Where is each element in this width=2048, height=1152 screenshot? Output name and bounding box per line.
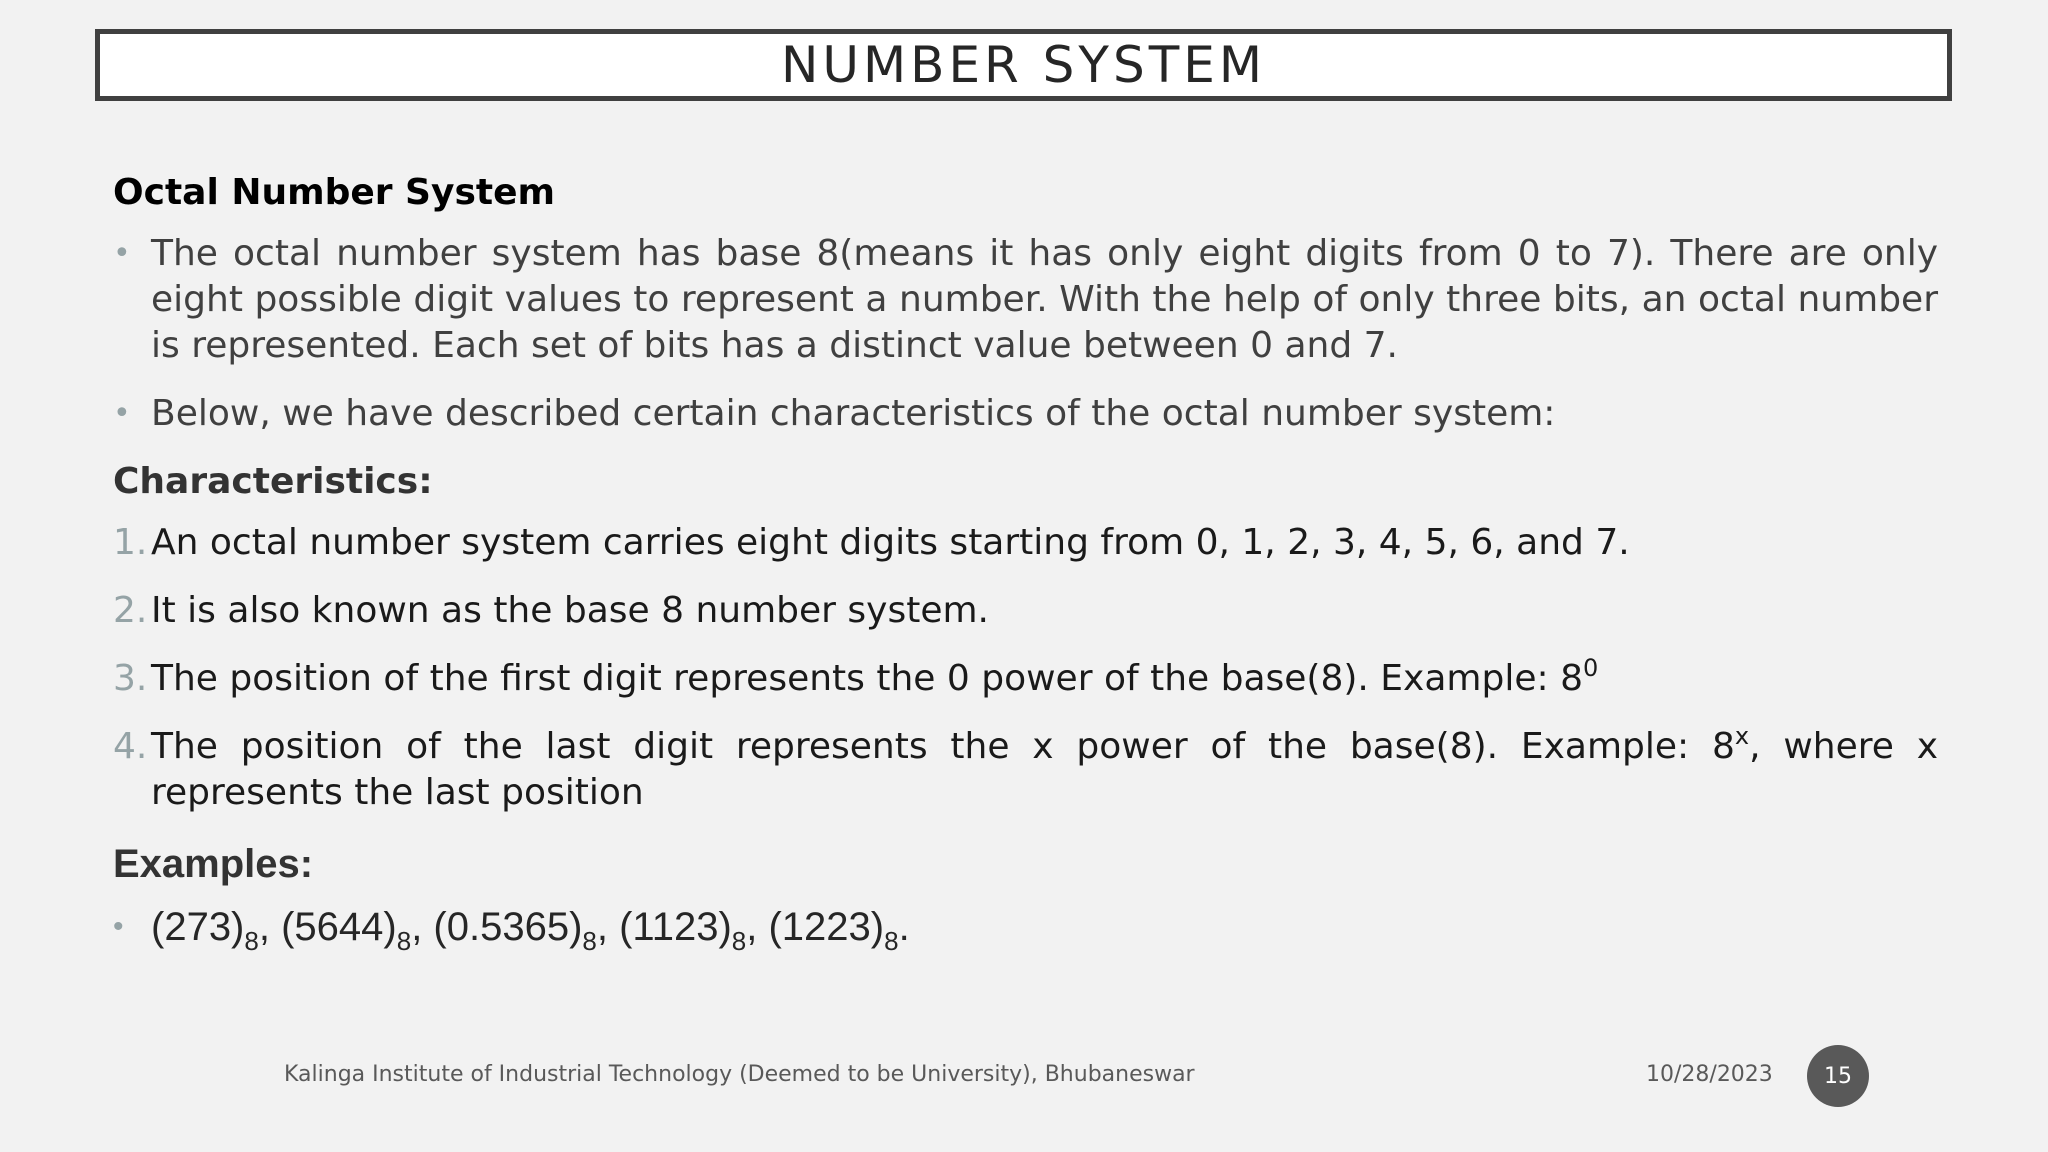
example-value: (1223) (768, 904, 885, 949)
characteristic-item (113, 721, 1938, 816)
item-text: An octal number system carries eight digits starting from 0, 1, 2, 3, 4, 5, 6, and 7. (151, 521, 1630, 563)
example-value: (1123) (619, 904, 732, 949)
example-sep: , (596, 904, 620, 949)
example-base: 8 (396, 925, 412, 956)
item-number: 2. (113, 589, 148, 631)
examples-bullet (113, 904, 1938, 956)
characteristic-item (113, 653, 1938, 702)
superscript: x (1734, 721, 1750, 750)
slide-title: NUMBER SYSTEM (781, 36, 1266, 94)
characteristic-item (113, 588, 1938, 634)
item-text-after: , where x represents the last position (151, 725, 1938, 813)
page-number-badge (1807, 1045, 1869, 1107)
examples-heading: Examples: (113, 841, 314, 886)
footer-date: 10/28/2023 (1646, 1062, 1773, 1087)
slide-content (113, 170, 1938, 972)
example-value: (0.5365) (433, 904, 583, 949)
example-base: 8 (731, 925, 747, 956)
item-number: 3. (113, 657, 148, 699)
example-value: (273) (151, 904, 245, 949)
example-sep: , (411, 904, 434, 949)
page-number: 15 (1824, 1063, 1852, 1089)
example-base: 8 (244, 925, 259, 956)
item-text: The position of the last digit represents the x power of the base(8). Example: 8 (151, 725, 1735, 767)
footer-institution: Kalinga Institute of Industrial Technology (Deemed to be University), Bhubaneswar (284, 1062, 1195, 1087)
section-heading: Octal Number System (113, 172, 556, 213)
item-text: It is also known as the base 8 number system. (151, 589, 989, 631)
item-text: The position of the first digit represents the 0 power of the base(8). Example: 8 (151, 657, 1583, 699)
intro-bullet: • The octal number system has base 8(means it has only eight digits from 0 to 7). There are only eight possible digit values to represent a number. With the help of only three bits, an octal number is represented. Each set of bits has a distinct value between 0 and 7. (113, 231, 1938, 369)
item-number: 1. (113, 521, 148, 563)
title-box (95, 29, 1952, 101)
characteristics-heading: Characteristics: (113, 460, 433, 502)
intro-bullet: • Below, we have described certain characteristics of the octal number system: (113, 391, 1938, 437)
characteristic-item (113, 520, 1938, 566)
example-base: 8 (884, 925, 899, 956)
example-sep: , (258, 904, 282, 949)
example-base: 8 (582, 925, 597, 956)
example-sep: , (746, 904, 769, 949)
example-sep: . (898, 904, 910, 949)
item-number: 4. (113, 725, 148, 767)
superscript: 0 (1582, 653, 1599, 682)
example-value: (5644) (281, 904, 397, 949)
